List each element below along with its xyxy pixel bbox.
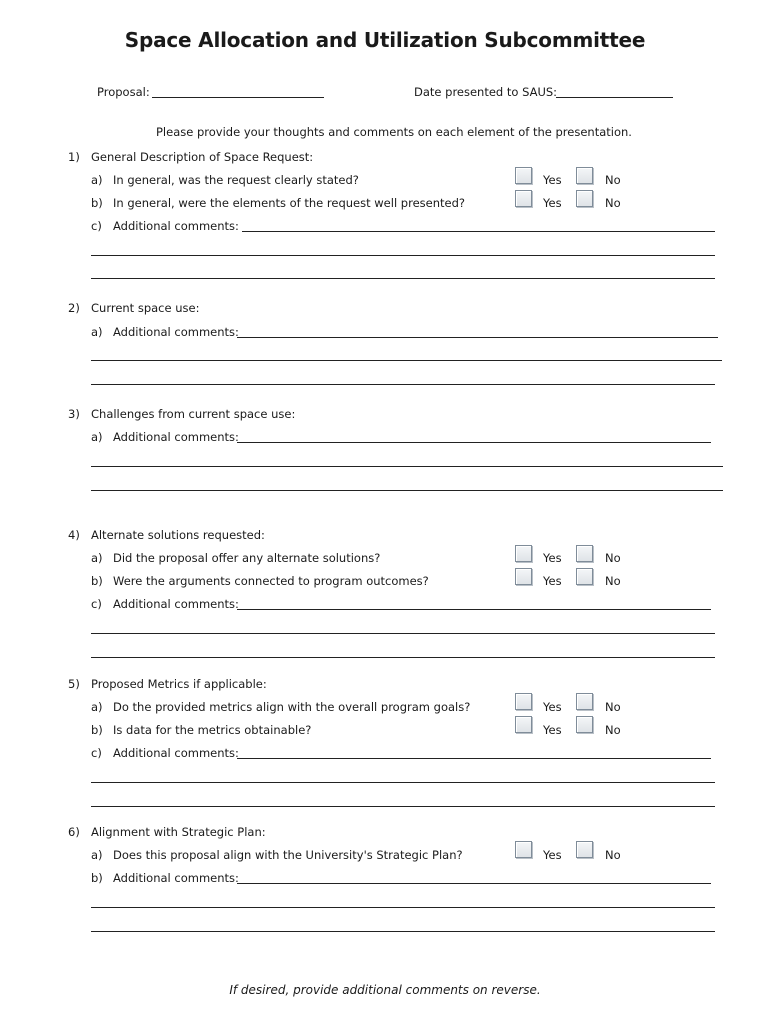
- section-number: 2): [68, 301, 80, 315]
- yes-label: Yes: [543, 196, 562, 210]
- question-text: In general, were the elements of the request well presented?: [113, 196, 465, 210]
- no-checkbox[interactable]: [576, 190, 593, 207]
- item-letter: a): [91, 848, 103, 862]
- date-presented-field[interactable]: [556, 97, 673, 98]
- no-label: No: [605, 196, 621, 210]
- no-label: No: [605, 173, 621, 187]
- comments-label: Additional comments:: [113, 871, 239, 885]
- no-label: No: [605, 700, 621, 714]
- comment-line[interactable]: [91, 931, 715, 932]
- section-heading: Alignment with Strategic Plan:: [91, 825, 266, 839]
- no-checkbox[interactable]: [576, 568, 593, 585]
- no-checkbox[interactable]: [576, 545, 593, 562]
- no-label: No: [605, 551, 621, 565]
- yes-checkbox[interactable]: [515, 841, 532, 858]
- comment-line[interactable]: [91, 490, 723, 491]
- comments-label: Additional comments:: [113, 597, 239, 611]
- comments-label: Additional comments:: [113, 430, 239, 444]
- yes-checkbox[interactable]: [515, 545, 532, 562]
- yes-label: Yes: [543, 848, 562, 862]
- section-heading: Alternate solutions requested:: [91, 528, 265, 542]
- date-presented-label: Date presented to SAUS:: [414, 85, 558, 99]
- comment-line[interactable]: [237, 442, 711, 443]
- comment-line[interactable]: [91, 466, 723, 467]
- section-heading: Current space use:: [91, 301, 200, 315]
- comment-line[interactable]: [91, 278, 715, 279]
- yes-checkbox[interactable]: [515, 716, 532, 733]
- comment-line[interactable]: [91, 360, 722, 361]
- question-text: In general, was the request clearly stated?: [113, 173, 359, 187]
- section-heading: Challenges from current space use:: [91, 407, 296, 421]
- yes-checkbox[interactable]: [515, 190, 532, 207]
- comment-line[interactable]: [91, 782, 715, 783]
- item-letter: c): [91, 219, 102, 233]
- item-letter: a): [91, 700, 103, 714]
- section-number: 5): [68, 677, 80, 691]
- no-checkbox[interactable]: [576, 693, 593, 710]
- item-letter: a): [91, 430, 103, 444]
- yes-checkbox[interactable]: [515, 167, 532, 184]
- footer-note: If desired, provide additional comments on reverse.: [229, 983, 541, 997]
- comment-line[interactable]: [91, 255, 715, 256]
- page-title: Space Allocation and Utilization Subcommittee: [124, 28, 646, 52]
- comments-label: Additional comments:: [113, 325, 239, 339]
- yes-checkbox[interactable]: [515, 568, 532, 585]
- yes-label: Yes: [543, 700, 562, 714]
- question-text: Were the arguments connected to program outcomes?: [113, 574, 429, 588]
- item-letter: a): [91, 551, 103, 565]
- proposal-field[interactable]: [152, 97, 324, 98]
- no-label: No: [605, 723, 621, 737]
- item-letter: c): [91, 746, 102, 760]
- comment-line[interactable]: [91, 633, 715, 634]
- no-checkbox[interactable]: [576, 167, 593, 184]
- no-checkbox[interactable]: [576, 716, 593, 733]
- question-text: Does this proposal align with the University's Strategic Plan?: [113, 848, 463, 862]
- item-letter: a): [91, 173, 103, 187]
- item-letter: c): [91, 597, 102, 611]
- comment-line[interactable]: [237, 609, 711, 610]
- question-text: Did the proposal offer any alternate solutions?: [113, 551, 381, 565]
- comments-label: Additional comments:: [113, 219, 239, 233]
- proposal-label: Proposal:: [97, 85, 150, 99]
- item-letter: b): [91, 196, 103, 210]
- item-letter: b): [91, 871, 103, 885]
- comments-label: Additional comments:: [113, 746, 239, 760]
- comment-line[interactable]: [237, 758, 711, 759]
- question-text: Is data for the metrics obtainable?: [113, 723, 312, 737]
- comment-line[interactable]: [91, 806, 715, 807]
- section-heading: General Description of Space Request:: [91, 150, 314, 164]
- item-letter: a): [91, 325, 103, 339]
- section-number: 4): [68, 528, 80, 542]
- no-label: No: [605, 848, 621, 862]
- section-number: 1): [68, 150, 80, 164]
- instructions-text: Please provide your thoughts and comments on each element of the presentation.: [156, 125, 632, 139]
- section-number: 3): [68, 407, 80, 421]
- comment-line[interactable]: [242, 231, 715, 232]
- yes-label: Yes: [543, 723, 562, 737]
- comment-line[interactable]: [91, 657, 715, 658]
- no-label: No: [605, 574, 621, 588]
- section-heading: Proposed Metrics if applicable:: [91, 677, 267, 691]
- section-number: 6): [68, 825, 80, 839]
- yes-label: Yes: [543, 551, 562, 565]
- comment-line[interactable]: [237, 337, 718, 338]
- yes-label: Yes: [543, 574, 562, 588]
- question-text: Do the provided metrics align with the overall program goals?: [113, 700, 471, 714]
- comment-line[interactable]: [237, 883, 711, 884]
- item-letter: b): [91, 723, 103, 737]
- comment-line[interactable]: [91, 384, 715, 385]
- yes-checkbox[interactable]: [515, 693, 532, 710]
- comment-line[interactable]: [91, 907, 715, 908]
- item-letter: b): [91, 574, 103, 588]
- yes-label: Yes: [543, 173, 562, 187]
- no-checkbox[interactable]: [576, 841, 593, 858]
